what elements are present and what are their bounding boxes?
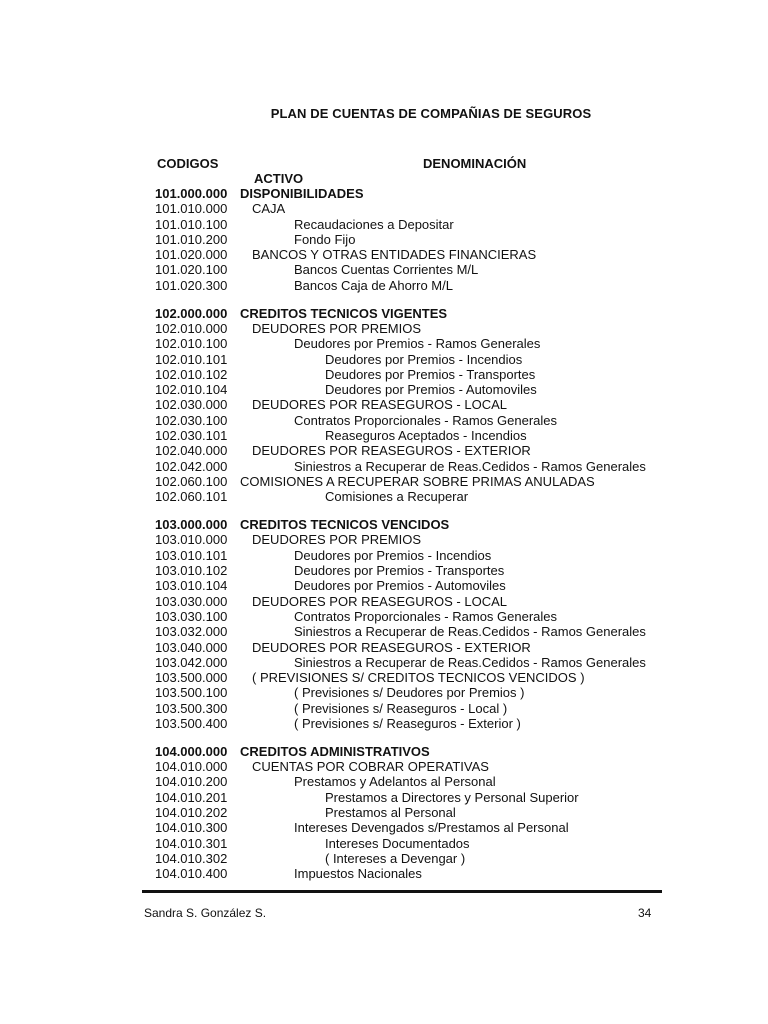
account-name: Deudores por Premios - Incendios: [294, 547, 492, 563]
account-code: 104.010.400: [155, 866, 228, 882]
account-code: 102.010.104: [155, 382, 228, 398]
account-row: [0, 413, 768, 428]
account-row: [0, 655, 768, 670]
account-row: [0, 262, 768, 277]
account-row: [0, 352, 768, 367]
account-code: 101.000.000: [155, 186, 228, 201]
account-code: 104.010.300: [155, 820, 228, 836]
account-code: 103.500.000: [155, 670, 228, 686]
account-row: [0, 532, 768, 547]
account-name: ( Intereses a Devengar ): [325, 850, 466, 866]
account-row: [0, 397, 768, 412]
account-name: Prestamos y Adelantos al Personal: [294, 774, 496, 790]
account-code: 101.010.100: [155, 216, 228, 232]
account-row: [0, 774, 768, 789]
account-name: Comisiones a Recuperar: [325, 489, 469, 505]
account-row: [0, 517, 768, 532]
account-row: [0, 744, 768, 759]
account-row: [0, 186, 768, 201]
account-row: [0, 670, 768, 685]
account-row: [0, 716, 768, 731]
account-code: 103.500.300: [155, 700, 228, 716]
account-name: ( PREVISIONES S/ CREDITOS TECNICOS VENCIDOS ): [252, 670, 585, 686]
account-row: [0, 443, 768, 458]
account-name: DEUDORES POR REASEGUROS - EXTERIOR: [252, 639, 531, 655]
account-row: [0, 820, 768, 835]
account-row: [0, 232, 768, 247]
account-code: 104.010.000: [155, 759, 228, 775]
account-code: 103.010.000: [155, 532, 228, 548]
account-row: [0, 217, 768, 232]
account-code: 103.010.104: [155, 578, 228, 594]
account-code: 102.010.000: [155, 320, 228, 336]
account-name: Siniestros a Recuperar de Reas.Cedidos - Ramos Generales: [294, 624, 646, 640]
account-row: [0, 278, 768, 293]
account-code: 102.030.000: [155, 397, 228, 413]
account-name: CREDITOS TECNICOS VIGENTES: [240, 305, 448, 321]
account-name: Recaudaciones a Depositar: [294, 216, 454, 232]
account-code: 103.000.000: [155, 517, 228, 533]
account-code: 104.000.000: [155, 743, 228, 759]
account-name: COMISIONES A RECUPERAR SOBRE PRIMAS ANULADAS: [240, 473, 595, 489]
account-row: [0, 474, 768, 489]
account-name: DEUDORES POR PREMIOS: [252, 532, 422, 548]
account-name: Fondo Fijo: [294, 231, 356, 247]
account-code: 103.500.100: [155, 685, 228, 701]
account-code: 101.020.300: [155, 277, 228, 293]
account-code: 102.060.101: [155, 489, 228, 505]
account-name: Siniestros a Recuperar de Reas.Cedidos - Ramos Generales: [294, 654, 646, 670]
account-code: 102.010.101: [155, 351, 228, 367]
footer-author: Sandra S. González S.: [144, 906, 267, 920]
account-row: [0, 459, 768, 474]
account-row: [0, 790, 768, 805]
account-name: CREDITOS TECNICOS VENCIDOS: [240, 517, 450, 533]
account-code: 104.010.302: [155, 850, 228, 866]
account-row: [0, 851, 768, 866]
account-name: Prestamos a Directores y Personal Superior: [325, 789, 579, 805]
account-name: Contratos Proporcionales - Ramos Generales: [294, 608, 558, 624]
page-title: PLAN DE CUENTAS DE COMPAÑIAS DE SEGUROS: [270, 106, 592, 121]
account-row: [0, 624, 768, 639]
account-code: 103.042.000: [155, 654, 228, 670]
account-code: 102.040.000: [155, 443, 228, 459]
account-name: Intereses Documentados: [325, 835, 470, 851]
account-row: [0, 609, 768, 624]
account-name: Prestamos al Personal: [325, 805, 456, 821]
account-row: [0, 382, 768, 397]
account-row: [0, 640, 768, 655]
account-code: 102.010.102: [155, 366, 228, 382]
account-row: [0, 578, 768, 593]
column-header-codes: CODIGOS: [157, 156, 219, 171]
account-row: [0, 428, 768, 443]
account-name: Bancos Caja de Ahorro M/L: [294, 277, 453, 293]
account-row: [0, 805, 768, 820]
account-row: [0, 701, 768, 716]
account-row: [0, 685, 768, 700]
account-name: Deudores por Premios - Transportes: [294, 563, 505, 579]
account-row: [0, 367, 768, 382]
account-name: Deudores por Premios - Transportes: [325, 366, 536, 382]
account-row: [0, 306, 768, 321]
account-name: Bancos Cuentas Corrientes M/L: [294, 262, 479, 278]
account-code: 101.010.000: [155, 201, 228, 217]
account-name: BANCOS Y OTRAS ENTIDADES FINANCIERAS: [252, 247, 537, 263]
section-label: ACTIVO: [254, 171, 304, 186]
account-row: [0, 548, 768, 563]
account-row: [0, 866, 768, 881]
account-row: [0, 321, 768, 336]
account-name: Intereses Devengados s/Prestamos al Personal: [294, 820, 569, 836]
account-code: 103.032.000: [155, 624, 228, 640]
account-name: Contratos Proporcionales - Ramos Generales: [294, 412, 558, 428]
account-row: [0, 563, 768, 578]
account-code: 102.000.000: [155, 305, 228, 321]
account-row: [0, 594, 768, 609]
account-name: DEUDORES POR PREMIOS: [252, 320, 422, 336]
account-code: 104.010.202: [155, 805, 228, 821]
account-code: 104.010.301: [155, 835, 228, 851]
account-code: 104.010.200: [155, 774, 228, 790]
account-code: 103.010.102: [155, 563, 228, 579]
account-code: 104.010.201: [155, 789, 228, 805]
account-code: 102.010.100: [155, 336, 228, 352]
account-name: CAJA: [252, 201, 286, 217]
account-code: 102.060.100: [155, 473, 228, 489]
account-name: Deudores por Premios - Ramos Generales: [294, 336, 541, 352]
account-name: DEUDORES POR REASEGUROS - EXTERIOR: [252, 443, 531, 459]
account-name: Deudores por Premios - Incendios: [325, 351, 523, 367]
account-name: Reaseguros Aceptados - Incendios: [325, 428, 527, 444]
account-name: ( Previsiones s/ Deudores por Premios ): [294, 685, 525, 701]
account-code: 101.020.000: [155, 247, 228, 263]
account-name: ( Previsiones s/ Reaseguros - Local ): [294, 700, 508, 716]
account-code: 103.040.000: [155, 639, 228, 655]
page-number: 34: [638, 906, 652, 920]
account-code: 103.030.000: [155, 593, 228, 609]
account-code: 102.042.000: [155, 458, 228, 474]
account-code: 103.030.100: [155, 608, 228, 624]
account-name: CREDITOS ADMINISTRATIVOS: [240, 743, 430, 759]
account-row: [0, 336, 768, 351]
account-name: Deudores por Premios - Automoviles: [294, 578, 506, 594]
account-code: 101.010.200: [155, 231, 228, 247]
footer-divider: [142, 890, 662, 893]
account-name: DEUDORES POR REASEGUROS - LOCAL: [252, 593, 507, 609]
account-list: [0, 186, 768, 882]
account-name: DEUDORES POR REASEGUROS - LOCAL: [252, 397, 507, 413]
column-header-denomination: DENOMINACIÓN: [423, 156, 527, 171]
account-name: Deudores por Premios - Automoviles: [325, 382, 537, 398]
account-row: [0, 247, 768, 262]
account-name: ( Previsiones s/ Reaseguros - Exterior ): [294, 715, 521, 731]
account-name: Impuestos Nacionales: [294, 866, 422, 882]
account-name: Siniestros a Recuperar de Reas.Cedidos - Ramos Generales: [294, 458, 646, 474]
account-code: 102.030.101: [155, 428, 228, 444]
account-code: 101.020.100: [155, 262, 228, 278]
account-row: [0, 759, 768, 774]
account-row: [0, 836, 768, 851]
account-code: 103.010.101: [155, 547, 228, 563]
account-name: DISPONIBILIDADES: [240, 186, 364, 201]
account-row: [0, 201, 768, 216]
account-code: 102.030.100: [155, 412, 228, 428]
account-row: [0, 489, 768, 504]
account-name: CUENTAS POR COBRAR OPERATIVAS: [252, 759, 489, 775]
account-code: 103.500.400: [155, 715, 228, 731]
